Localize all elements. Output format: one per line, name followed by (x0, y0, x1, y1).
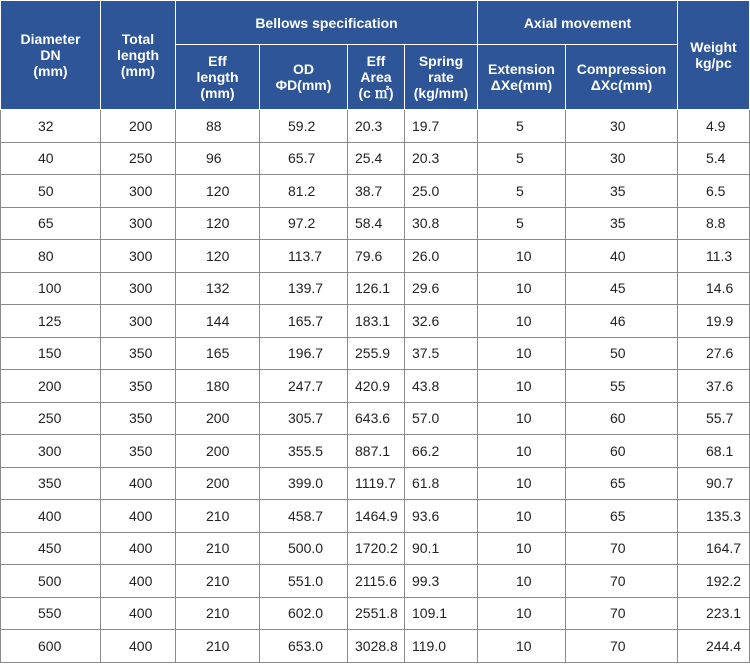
total-length-cell: 350 (101, 337, 176, 370)
compression-cell: 35 (566, 175, 678, 208)
od-cell: 247.7 (260, 370, 348, 403)
compression-cell: 40 (566, 240, 678, 273)
header-weight: Weight kg/pc (678, 1, 750, 110)
weight-cell: 244.4 (678, 630, 750, 663)
table-row (1, 175, 750, 208)
eff-length-cell: 96 (176, 142, 260, 175)
extension-cell: 10 (478, 435, 566, 468)
header-diameter: Diameter DN (mm) (1, 1, 101, 110)
eff-length-cell: 210 (176, 532, 260, 565)
eff-length-cell: 144 (176, 305, 260, 338)
od-cell: 59.2 (260, 110, 348, 143)
total-length-cell: 300 (101, 272, 176, 305)
eff-area-cell: 183.1 (348, 305, 405, 338)
total-length-cell: 300 (101, 240, 176, 273)
table-row (1, 142, 750, 175)
compression-cell: 30 (566, 110, 678, 143)
diameter-cell: 32 (1, 110, 101, 143)
extension-cell: 10 (478, 500, 566, 533)
eff-area-cell: 1119.7 (348, 467, 405, 500)
weight-cell: 8.8 (678, 207, 750, 240)
diameter-cell: 200 (1, 370, 101, 403)
table-row (1, 597, 750, 630)
spring-rate-cell: 99.3 (405, 565, 478, 598)
extension-cell: 10 (478, 597, 566, 630)
od-cell: 458.7 (260, 500, 348, 533)
extension-cell: 10 (478, 565, 566, 598)
eff-area-cell: 643.6 (348, 402, 405, 435)
eff-area-cell: 255.9 (348, 337, 405, 370)
table-row (1, 500, 750, 533)
eff-length-cell: 180 (176, 370, 260, 403)
od-cell: 81.2 (260, 175, 348, 208)
eff-area-cell: 126.1 (348, 272, 405, 305)
eff-area-cell: 887.1 (348, 435, 405, 468)
eff-area-cell: 2115.6 (348, 565, 405, 598)
od-cell: 113.7 (260, 240, 348, 273)
total-length-cell: 350 (101, 435, 176, 468)
extension-cell: 5 (478, 142, 566, 175)
eff-length-cell: 165 (176, 337, 260, 370)
eff-area-cell: 20.3 (348, 110, 405, 143)
diameter-cell: 600 (1, 630, 101, 663)
extension-cell: 10 (478, 467, 566, 500)
compression-cell: 65 (566, 500, 678, 533)
weight-cell: 11.3 (678, 240, 750, 273)
eff-area-cell: 58.4 (348, 207, 405, 240)
eff-area-cell: 38.7 (348, 175, 405, 208)
extension-cell: 10 (478, 240, 566, 273)
header-compression: Compression ΔXc(mm) (566, 45, 678, 110)
diameter-cell: 400 (1, 500, 101, 533)
total-length-cell: 250 (101, 142, 176, 175)
table-row (1, 630, 750, 663)
diameter-cell: 250 (1, 402, 101, 435)
eff-length-cell: 88 (176, 110, 260, 143)
weight-cell: 19.9 (678, 305, 750, 338)
table-row (1, 337, 750, 370)
diameter-cell: 80 (1, 240, 101, 273)
weight-cell: 27.6 (678, 337, 750, 370)
spring-rate-cell: 90.1 (405, 532, 478, 565)
weight-cell: 135.3 (678, 500, 750, 533)
eff-area-cell: 420.9 (348, 370, 405, 403)
spring-rate-cell: 119.0 (405, 630, 478, 663)
weight-cell: 55.7 (678, 402, 750, 435)
extension-cell: 5 (478, 110, 566, 143)
diameter-cell: 40 (1, 142, 101, 175)
header-eff-area: Eff Area (c ㎡) (348, 45, 405, 110)
table-body (1, 110, 750, 663)
extension-cell: 10 (478, 337, 566, 370)
extension-cell: 10 (478, 532, 566, 565)
weight-cell: 37.6 (678, 370, 750, 403)
eff-length-cell: 120 (176, 207, 260, 240)
spring-rate-cell: 20.3 (405, 142, 478, 175)
spring-rate-cell: 19.7 (405, 110, 478, 143)
od-cell: 551.0 (260, 565, 348, 598)
spring-rate-cell: 93.6 (405, 500, 478, 533)
header-bellows-specification: Bellows specification (176, 1, 478, 45)
od-cell: 399.0 (260, 467, 348, 500)
table-row (1, 402, 750, 435)
weight-cell: 6.5 (678, 175, 750, 208)
header-od: OD ΦD(mm) (260, 45, 348, 110)
total-length-cell: 300 (101, 175, 176, 208)
total-length-cell: 300 (101, 207, 176, 240)
total-length-cell: 400 (101, 467, 176, 500)
eff-area-cell: 3028.8 (348, 630, 405, 663)
compression-cell: 46 (566, 305, 678, 338)
diameter-cell: 500 (1, 565, 101, 598)
eff-area-cell: 79.6 (348, 240, 405, 273)
header-axial-movement: Axial movement (478, 1, 678, 45)
weight-cell: 223.1 (678, 597, 750, 630)
table-row (1, 305, 750, 338)
total-length-cell: 400 (101, 630, 176, 663)
extension-cell: 10 (478, 305, 566, 338)
diameter-cell: 150 (1, 337, 101, 370)
spring-rate-cell: 57.0 (405, 402, 478, 435)
compression-cell: 70 (566, 597, 678, 630)
compression-cell: 60 (566, 435, 678, 468)
spring-rate-cell: 26.0 (405, 240, 478, 273)
compression-cell: 65 (566, 467, 678, 500)
eff-length-cell: 210 (176, 565, 260, 598)
compression-cell: 70 (566, 565, 678, 598)
table-row (1, 272, 750, 305)
weight-cell: 5.4 (678, 142, 750, 175)
eff-length-cell: 132 (176, 272, 260, 305)
spring-rate-cell: 32.6 (405, 305, 478, 338)
diameter-cell: 550 (1, 597, 101, 630)
spring-rate-cell: 37.5 (405, 337, 478, 370)
weight-cell: 90.7 (678, 467, 750, 500)
od-cell: 305.7 (260, 402, 348, 435)
compression-cell: 50 (566, 337, 678, 370)
compression-cell: 45 (566, 272, 678, 305)
diameter-cell: 125 (1, 305, 101, 338)
eff-length-cell: 210 (176, 597, 260, 630)
extension-cell: 10 (478, 272, 566, 305)
compression-cell: 55 (566, 370, 678, 403)
od-cell: 65.7 (260, 142, 348, 175)
header-extension: Extension ΔXe(mm) (478, 45, 566, 110)
weight-cell: 192.2 (678, 565, 750, 598)
spring-rate-cell: 43.8 (405, 370, 478, 403)
weight-cell: 68.1 (678, 435, 750, 468)
compression-cell: 35 (566, 207, 678, 240)
diameter-cell: 50 (1, 175, 101, 208)
extension-cell: 10 (478, 402, 566, 435)
header-spring-rate: Spring rate (kg/mm) (405, 45, 478, 110)
od-cell: 196.7 (260, 337, 348, 370)
od-cell: 500.0 (260, 532, 348, 565)
eff-length-cell: 210 (176, 630, 260, 663)
table-row (1, 240, 750, 273)
table-header (1, 1, 750, 110)
total-length-cell: 400 (101, 532, 176, 565)
table-row (1, 370, 750, 403)
eff-length-cell: 200 (176, 402, 260, 435)
eff-length-cell: 210 (176, 500, 260, 533)
table-row (1, 565, 750, 598)
spring-rate-cell: 66.2 (405, 435, 478, 468)
spring-rate-cell: 25.0 (405, 175, 478, 208)
od-cell: 97.2 (260, 207, 348, 240)
eff-length-cell: 200 (176, 435, 260, 468)
diameter-cell: 300 (1, 435, 101, 468)
diameter-cell: 350 (1, 467, 101, 500)
total-length-cell: 200 (101, 110, 176, 143)
eff-length-cell: 120 (176, 240, 260, 273)
header-eff-length: Eff length (mm) (176, 45, 260, 110)
diameter-cell: 65 (1, 207, 101, 240)
od-cell: 355.5 (260, 435, 348, 468)
total-length-cell: 350 (101, 402, 176, 435)
header-total-length: Total length (mm) (101, 1, 176, 110)
spring-rate-cell: 61.8 (405, 467, 478, 500)
eff-length-cell: 200 (176, 467, 260, 500)
eff-length-cell: 120 (176, 175, 260, 208)
total-length-cell: 300 (101, 305, 176, 338)
total-length-cell: 400 (101, 565, 176, 598)
total-length-cell: 400 (101, 597, 176, 630)
od-cell: 139.7 (260, 272, 348, 305)
total-length-cell: 350 (101, 370, 176, 403)
od-cell: 653.0 (260, 630, 348, 663)
table-row (1, 435, 750, 468)
od-cell: 165.7 (260, 305, 348, 338)
extension-cell: 10 (478, 370, 566, 403)
weight-cell: 4.9 (678, 110, 750, 143)
extension-cell: 5 (478, 175, 566, 208)
od-cell: 602.0 (260, 597, 348, 630)
eff-area-cell: 2551.8 (348, 597, 405, 630)
spring-rate-cell: 30.8 (405, 207, 478, 240)
diameter-cell: 100 (1, 272, 101, 305)
table-row (1, 532, 750, 565)
compression-cell: 30 (566, 142, 678, 175)
extension-cell: 5 (478, 207, 566, 240)
table-row (1, 207, 750, 240)
table-row (1, 110, 750, 143)
compression-cell: 70 (566, 532, 678, 565)
table-row (1, 467, 750, 500)
compression-cell: 60 (566, 402, 678, 435)
eff-area-cell: 25.4 (348, 142, 405, 175)
extension-cell: 10 (478, 630, 566, 663)
compression-cell: 70 (566, 630, 678, 663)
weight-cell: 14.6 (678, 272, 750, 305)
spring-rate-cell: 29.6 (405, 272, 478, 305)
diameter-cell: 450 (1, 532, 101, 565)
weight-cell: 164.7 (678, 532, 750, 565)
eff-area-cell: 1720.2 (348, 532, 405, 565)
spring-rate-cell: 109.1 (405, 597, 478, 630)
total-length-cell: 400 (101, 500, 176, 533)
eff-area-cell: 1464.9 (348, 500, 405, 533)
